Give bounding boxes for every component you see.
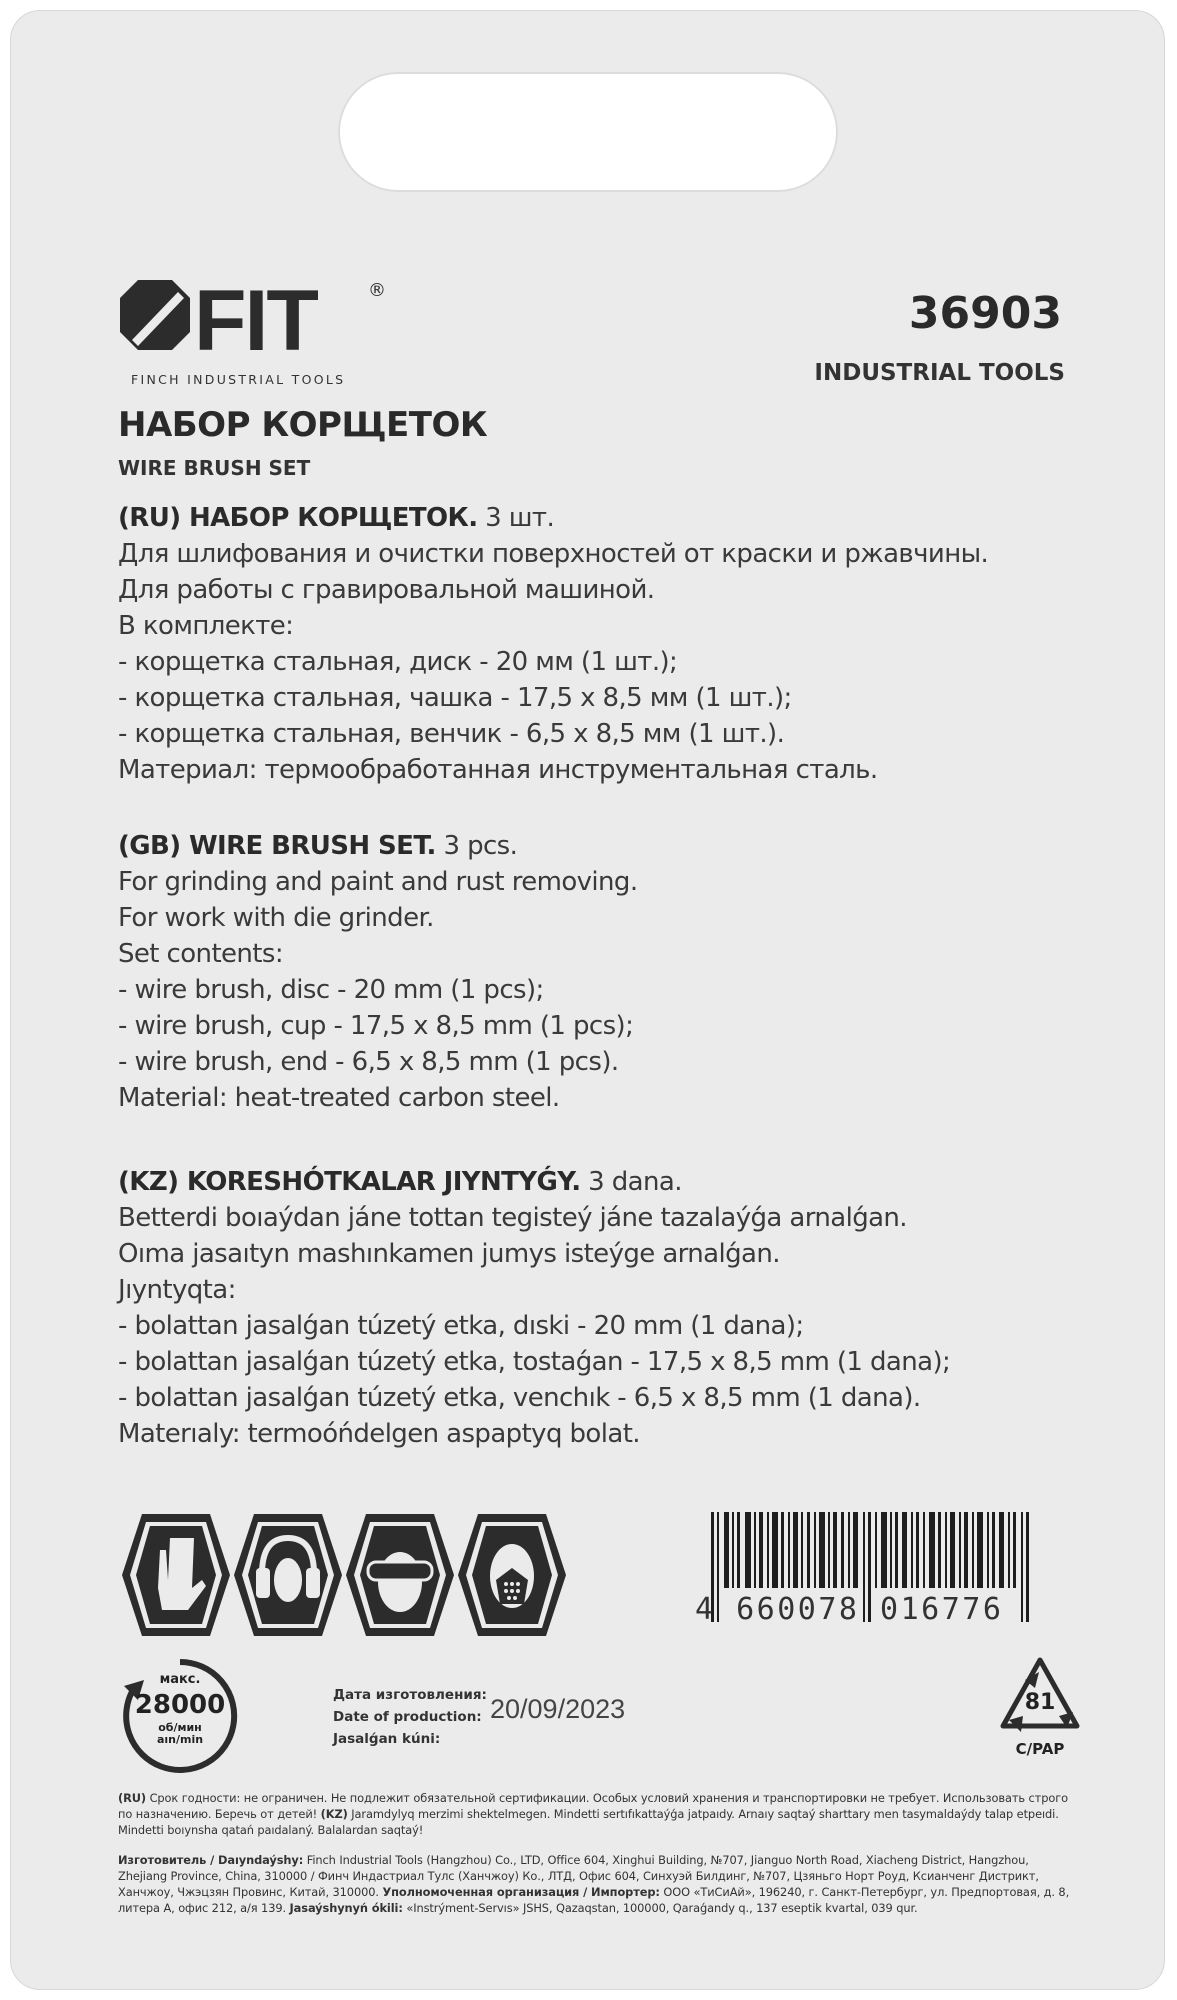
- production-label-en: Date of production:: [333, 1709, 482, 1725]
- title-en: WIRE BRUSH SET: [118, 456, 311, 480]
- rpm-unit: [140, 1722, 220, 1746]
- section-line: - корщетка стальная, чашка - 17,5 х 8,5 мм (1 шт.);: [118, 683, 792, 713]
- section-kz: [118, 1164, 950, 1452]
- section-line: Для работы с гравировальной машиной.: [118, 575, 655, 605]
- hang-hole: [338, 72, 838, 192]
- section-line: - корщетка стальная, венчик - 6,5 х 8,5 мм (1 шт.).: [118, 719, 785, 749]
- section-line: Betterdi boıaýdan jáne tottan tegisteý jáne tazalaýǵa arnalǵan.: [118, 1203, 907, 1233]
- logo-wordmark: FIT: [194, 273, 317, 369]
- notice-lang-ru: (RU): [118, 1791, 147, 1805]
- ear-protection-icon: [234, 1514, 342, 1636]
- section-ru: [118, 500, 988, 788]
- storage-notice: [118, 1790, 1073, 1838]
- representative-text: «Instrýment-Servıs» JSHS, Qazaqstan, 100000, Qaraǵandy q., 137 eseptik kvartal, 039 qur.: [402, 1901, 918, 1915]
- recycle-label: C/PAP: [1015, 1740, 1065, 1758]
- notice-text-ru: Срок годности: не ограничен. Не подлежит обязательной сертификации. Особых условий хранения и транспортировки не требует. Использовать строго по назначению. Беречь от детей!: [118, 1791, 1068, 1821]
- section-line: Materıaly: termoóńdelgen aspaptyq bolat.: [118, 1419, 640, 1449]
- production-label-kz: Jasalǵan kúni:: [333, 1731, 441, 1747]
- section-line: Материал: термообработанная инструментальная сталь.: [118, 755, 878, 785]
- section-heading: (GB) WIRE BRUSH SET.: [118, 831, 436, 861]
- section-line: Oıma jasaıtyn mashınkamen jumys isteýge arnalǵan.: [118, 1239, 780, 1269]
- notice-text-kz: Jaramdylyq merzimi shektelmegen. Mindetti sertıfıkattaýǵa jatpaıdy. Arnaıy saqtaý sharttary men tasymaldaýdy talap etpeıdi. Mindetti boıynsha qatań paıdalaný. Balalardan saqtaý!: [118, 1807, 1059, 1837]
- section-qty: 3 шт.: [477, 503, 555, 533]
- representative-label: Jasaýshynyń ókili:: [289, 1901, 403, 1915]
- production-date: 20/09/2023: [490, 1694, 626, 1724]
- section-line: - bolattan jasalǵan túzetý etka, tostaǵan - 17,5 x 8,5 mm (1 dana);: [118, 1347, 951, 1377]
- section-gb: [118, 828, 638, 1116]
- section-heading: (KZ) KORESHÓTKALAR JIYNTYǴY.: [118, 1167, 581, 1197]
- section-line: - wire brush, cup - 17,5 x 8,5 mm (1 pcs);: [118, 1011, 634, 1041]
- section-heading: (RU) НАБОР КОРЩЕТОК.: [118, 503, 478, 533]
- registered-mark: ®: [368, 280, 386, 301]
- section-qty: 3 pcs.: [435, 831, 518, 861]
- manufacturer-text: Finch Industrial Tools (Hangzhou) Co., LTD, Office 604, Xinghui Building, №707, Jianguo North Road, Xiacheng District, Hangzhou, Zhejiang Province, China, 310000 / Финч Индастриал Тулс (Ханчжоу) Ко., ЛТД, Офис 604, Синхуэй Билдинг, №707, Цзяньго Норт Роуд, Ксианченг Дистрикт, Ханчжоу, Чжэцзян Провинс, Китай, 310000.: [118, 1853, 1039, 1899]
- importer-text: ООО «ТиСиАй», 196240, г. Санкт-Петербург, ул. Предпортовая, д. 8, литера А, офис 212, а/я 139.: [118, 1885, 1070, 1915]
- section-line: В комплекте:: [118, 611, 294, 641]
- recycle-code: 81: [1024, 1690, 1056, 1715]
- section-qty: 3 dana.: [580, 1167, 682, 1197]
- title-ru: НАБОР КОРЩЕТОК: [118, 405, 488, 445]
- gloves-icon: [122, 1514, 230, 1636]
- safety-goggles-icon: [346, 1514, 454, 1636]
- section-line: - wire brush, end - 6,5 x 8,5 mm (1 pcs).: [118, 1047, 619, 1077]
- respirator-icon: [458, 1514, 566, 1636]
- section-line: - wire brush, disc - 20 mm (1 pcs);: [118, 975, 544, 1005]
- section-line: - bolattan jasalǵan túzetý etka, venchık - 6,5 x 8,5 mm (1 dana).: [118, 1383, 921, 1413]
- production-label-ru: Дата изготовления:: [333, 1687, 487, 1703]
- section-line: - корщетка стальная, диск - 20 мм (1 шт.);: [118, 647, 678, 677]
- barcode-number: 4 660078 016776: [695, 1592, 1004, 1627]
- brand-tagline: FINCH INDUSTRIAL TOOLS: [131, 372, 346, 387]
- production-labels: [333, 1684, 487, 1750]
- manufacturer-label: Изготовитель / Daıyndaýshy:: [118, 1853, 304, 1867]
- section-line: For work with die grinder.: [118, 903, 434, 933]
- section-line: Для шлифования и очистки поверхностей от краски и ржавчины.: [118, 539, 989, 569]
- category-label: INDUSTRIAL TOOLS: [814, 360, 1065, 386]
- notice-lang-kz: (KZ): [320, 1807, 348, 1821]
- safety-icons: [122, 1510, 567, 1640]
- importer-label: Уполномоченная организация / Импортер:: [382, 1885, 660, 1899]
- manufacturer-info: [118, 1852, 1073, 1916]
- rpm-unit-ru: об/мин: [158, 1721, 202, 1734]
- section-line: For grinding and paint and rust removing.: [118, 867, 638, 897]
- section-line: - bolattan jasalǵan túzetý etka, dıski - 20 mm (1 dana);: [118, 1311, 804, 1341]
- section-line: Set contents:: [118, 939, 284, 969]
- section-line: Material: heat-treated carbon steel.: [118, 1083, 560, 1113]
- rpm-unit-kz: aın/min: [156, 1733, 204, 1746]
- rpm-max-label: макс.: [159, 1672, 201, 1687]
- article-number: 36903: [908, 288, 1062, 339]
- rpm-value: 28000: [134, 1690, 226, 1720]
- section-line: Jıyntyqta:: [118, 1275, 236, 1305]
